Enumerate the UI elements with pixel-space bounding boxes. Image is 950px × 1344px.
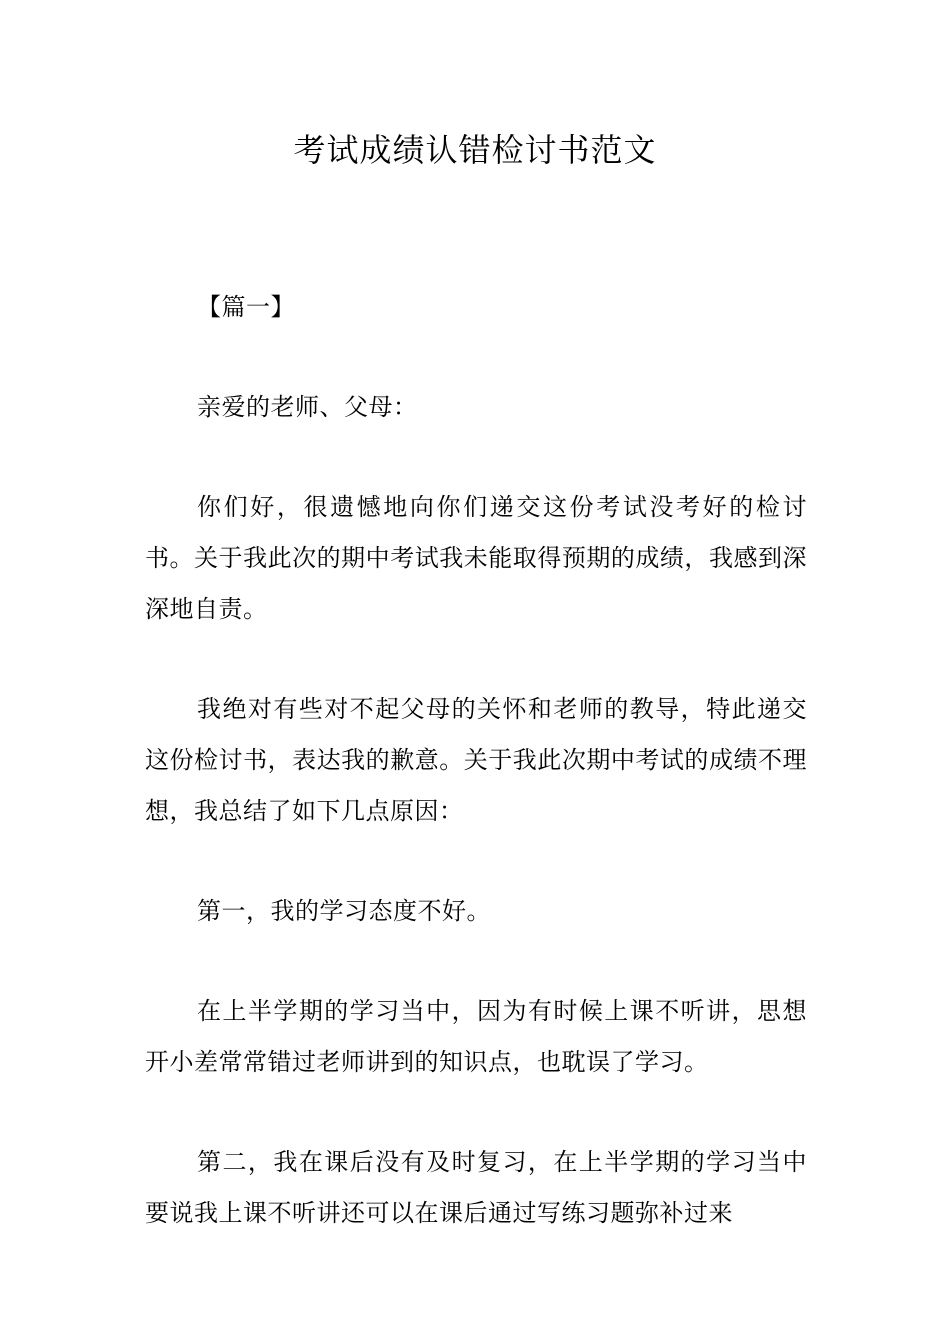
- document-title: 考试成绩认错检讨书范文: [293, 131, 657, 169]
- spacer: [145, 937, 807, 986]
- paragraph-3: 第一，我的学习态度不好。: [197, 897, 491, 925]
- spacer: [145, 837, 807, 886]
- spacer: [145, 433, 807, 482]
- document-body: [145, 282, 807, 1239]
- salutation: 亲爱的老师、父母：: [197, 393, 418, 421]
- paragraph-2: 我绝对有些对不起父母的关怀和老师的教导，特此递交这份检讨书，表达我的歉意。关于我此次期中考试的成绩不理想，我总结了如下几点原因：: [145, 695, 807, 825]
- spacer: [145, 635, 807, 684]
- paragraph-4: 在上半学期的学习当中，因为有时候上课不听讲，思想开小差常常错过老师讲到的知识点，也耽误了学习。: [145, 997, 807, 1076]
- spacer: [145, 1088, 807, 1137]
- spacer: [145, 333, 807, 382]
- section-label: 【篇一】: [197, 293, 295, 321]
- paragraph-5: 第二，我在课后没有及时复习，在上半学期的学习当中要说我上课不听讲还可以在课后通过写练习题弥补过来: [145, 1148, 807, 1227]
- paragraph-1: 你们好，很遗憾地向你们递交这份考试没考好的检讨书。关于我此次的期中考试我未能取得预期的成绩，我感到深深地自责。: [145, 493, 807, 623]
